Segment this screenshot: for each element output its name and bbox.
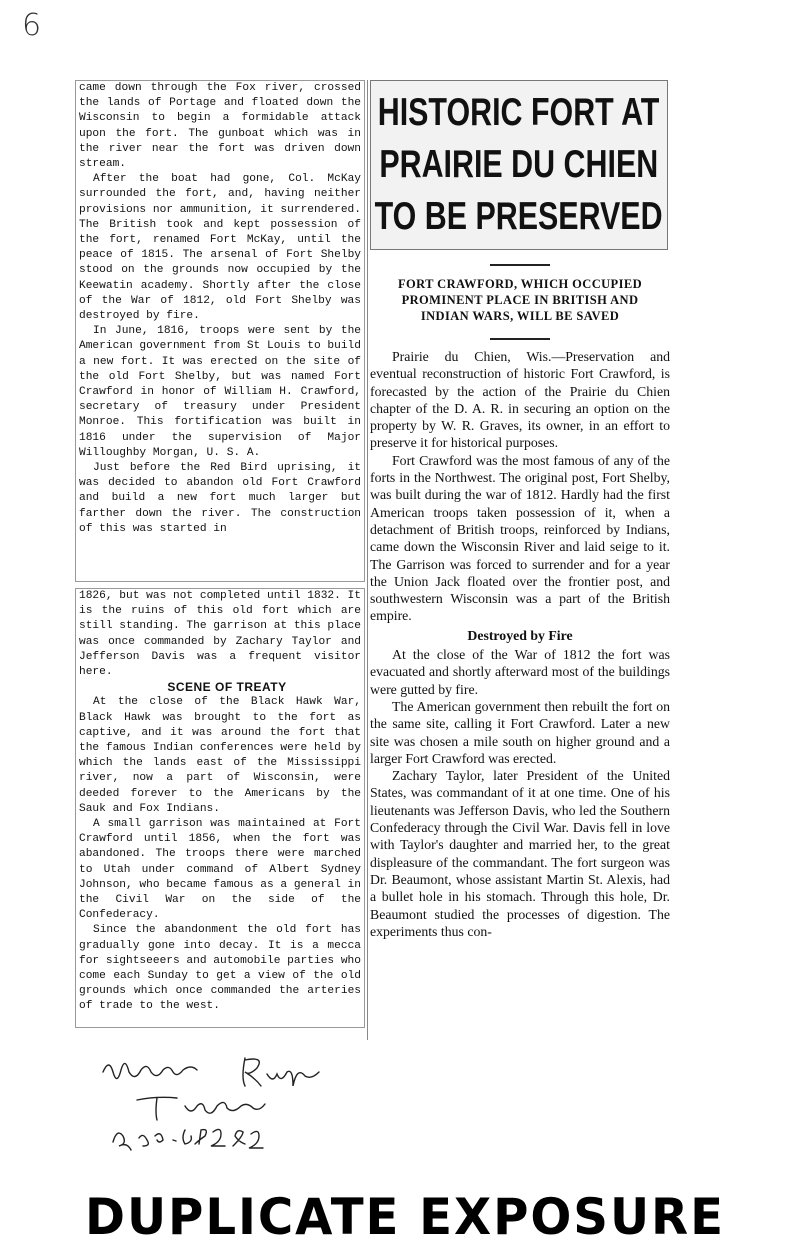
divider-rule (490, 264, 550, 266)
left-paragraph: In June, 1816, troops were sent by the American government from St Louis to build a new fort. It was erected on the site of the old Fort Shelby, but was named Fort Crawford in honor of William H. Crawford, secretary of treasury under President Monroe. This fortification was built in 1816 under the supervision of Major Willoughby Morgan, U. S. A. (79, 325, 361, 459)
left-column-bottom (75, 588, 365, 1028)
article-paragraph: Zachary Taylor, later President of the United States, was commandant of it at one time. One of his lieutenants was Jefferson Davis, who led the Southern Confederacy through the Civil War. Davis fell in love with Taylor's daughter and married her, to the great displeasure of the commandant. The fort surgeon was Dr. Beaumont, whose assistant Martin St. Alexis, had a bullet hole in his stomach. Through this hole, Dr. Beaumont studied the processes of digestion. The experiments thus con- (370, 768, 670, 939)
column-divider (367, 80, 368, 1040)
deck-subheadline: FORT CRAWFORD, WHICH OCCUPIED PROMINENT PLACE IN BRITISH AND INDIAN WARS, WILL BE SAVED (397, 277, 643, 323)
left-paragraph: came down through the Fox river, crossed the lands of Portage and floated down the Wisconsin to begin a formidable attack upon the fort. The gunboat which was in the river near the fort was driven down stream. (79, 82, 361, 171)
article-paragraph: At the close of the War of 1812 the fort was evacuated and shortly afterward most of the buildings were gutted by fire. (370, 647, 670, 697)
article-paragraph: The American government then rebuilt the fort on the same site, calling it Fort Crawford. Later a new site was chosen a mile south on higher ground and a larger Fort Crawford was erected. (370, 698, 670, 766)
article-paragraph: Prairie du Chien, Wis.—Preservation and eventual reconstruction of historic Fort Crawford, is forecasted by the action of the Prairie du Chien chapter of the D. A. R. in securing an option on the property by W. R. Graves, its owner, in an effort to preserve it for historical purposes. (370, 349, 670, 451)
left-paragraph: Just before the Red Bird uprising, it was decided to abandon old Fort Crawford and build a new fort much larger but farther down the river. The construction of this was started in (79, 462, 361, 535)
stamp-text: DUPLICATE EXPOSURE (85, 1188, 725, 1246)
divider-rule (490, 338, 550, 340)
left-paragraph: Since the abandonment the old fort has gradually gone into decay. It is a mecca for sightseeers and automobile parties who come each Sunday to get a view of the old grounds which once commanded the arteries of trade to the west. (79, 924, 361, 1013)
headline-line: PRAIRIE DU CHIEN (379, 143, 659, 186)
article-subhead: Destroyed by Fire (467, 627, 573, 643)
newspaper-clipping (65, 68, 678, 1038)
duplicate-exposure-stamp (85, 1188, 735, 1246)
left-paragraph: 1826, but was not completed until 1832. It is the ruins of this old fort which are still standing. The garrison at this place was once commanded by Zachary Taylor and Jefferson Davis was a frequent visitor here. (79, 590, 361, 679)
handwritten-source-note (95, 1050, 355, 1160)
left-paragraph: After the boat had gone, Col. McKay surrounded the fort, and, having neither provisions nor ammunition, it surrendered. The British took and kept possession of the fort, renamed Fort McKay, until the peace of 1815. The arsenal of Fort Shelby stood on the grounds now occupied by the Keewatin academy. Shortly after the close of the War of 1812, old Fort Shelby was destroyed by fire. (79, 173, 361, 323)
article-body (370, 348, 670, 940)
page-number: 6 (22, 8, 42, 43)
left-column-top (75, 80, 365, 582)
left-paragraph: A small garrison was maintained at Fort Crawford until 1856, when the fort was abandoned. The troops there were marched to Utah under command of Albert Sydney Johnson, who became famous as a general in the Civil War on the side of the Confederacy. (79, 818, 361, 922)
right-column (370, 80, 670, 940)
headline-line: TO BE PRESERVED (375, 195, 663, 238)
article-paragraph: Fort Crawford was the most famous of any of the forts in the Northwest. The original post, Fort Shelby, was built during the war of 1812. Hardly had the first American troops taken possession of it, when a detachment of British troops, reinforced by Indians, came down the Wisconsin River and laid seige to it. The Garrison was forced to surrender and for a year the Union Jack floated over the frontier post, and southwestern Wisconsin was a part of the British empire. (370, 452, 670, 624)
left-paragraph: At the close of the Black Hawk War, Black Hawk was brought to the fort as captive, and it was around the fort that the famous Indian conferences were held by which the lands east of the Mississippi river, now a part of Wisconsin, were deeded forever to the Americans by the Sauk and Fox Indians. (79, 696, 361, 815)
left-subhead: SCENE OF TREATY (167, 680, 287, 695)
headline (370, 80, 668, 250)
headline-line: HISTORIC FORT AT (378, 91, 660, 134)
